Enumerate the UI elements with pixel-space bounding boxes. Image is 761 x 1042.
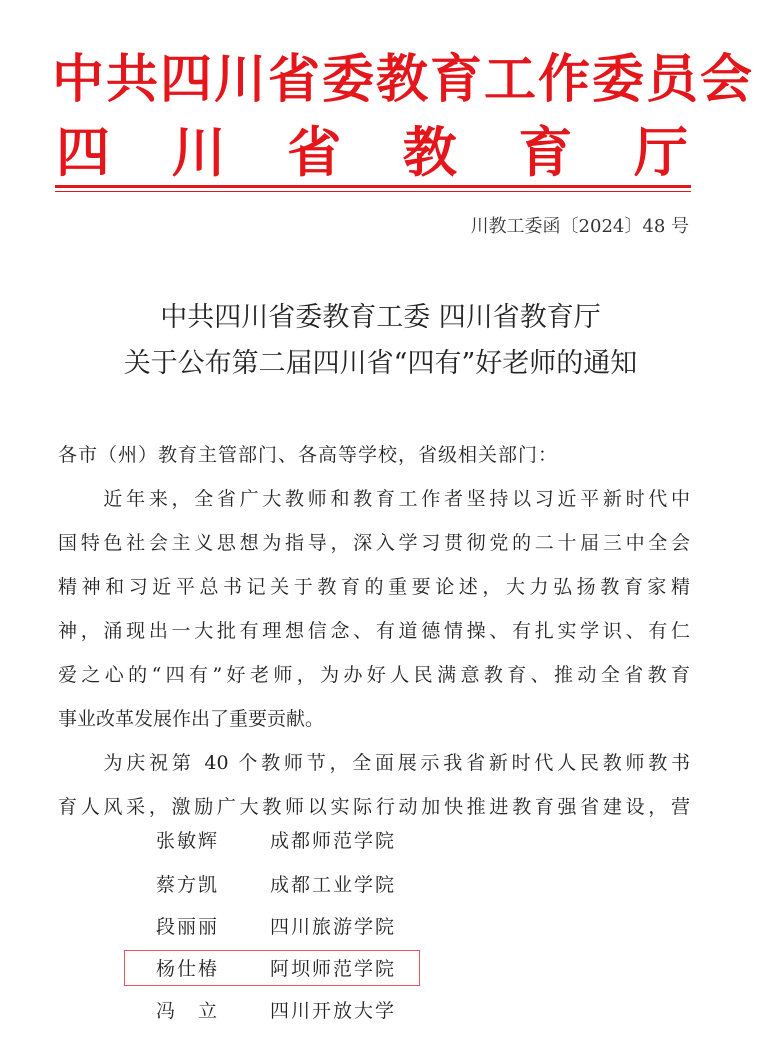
document-title-line1: 中共四川省委教育工委 四川省教育厅 bbox=[160, 302, 601, 333]
header-char: 育 bbox=[518, 121, 573, 184]
awardee-school: 成都师范学院 bbox=[270, 830, 397, 852]
awardee-name: 冯 立 bbox=[156, 1000, 220, 1022]
awardee-name: 张敏辉 bbox=[156, 830, 220, 852]
header-char: 省 bbox=[287, 121, 342, 184]
awardee-name: 蔡方凯 bbox=[156, 874, 220, 896]
paragraph-line: 国特色社会主义思想为指导，深入学习贯彻党的二十届三中全会 bbox=[58, 532, 690, 554]
document-title-line2: 关于公布第二届四川省“四有”好老师的通知 bbox=[123, 348, 638, 379]
highlight-box bbox=[124, 950, 420, 986]
document-number: 川教工委函〔2024〕48 号 bbox=[470, 216, 689, 237]
awardee-school: 阿坝师范学院 bbox=[270, 958, 397, 980]
awardee-name: 杨仕椿 bbox=[156, 958, 220, 980]
header-issuer-line1: 中共四川省委教育工作委员会 bbox=[52, 50, 755, 110]
paragraph-line: 事业改革发展作出了重要贡献。 bbox=[58, 708, 325, 730]
paragraph-line: 神，涌现出一大批有理想信念、有道德情操、有扎实学识、有仁 bbox=[58, 620, 690, 642]
header-divider bbox=[55, 185, 691, 188]
header-divider-thin bbox=[55, 191, 691, 192]
awardee-school: 四川旅游学院 bbox=[270, 916, 397, 938]
header-issuer-line2 bbox=[56, 122, 688, 184]
header-char: 教 bbox=[402, 121, 457, 184]
awardee-school: 四川开放大学 bbox=[270, 1000, 397, 1022]
awardee-school: 成都工业学院 bbox=[270, 874, 397, 896]
paragraph-line: 爱之心的“四有”好老师，为办好人民满意教育、推动全省教育 bbox=[58, 664, 690, 686]
paragraph-line: 精神和习近平总书记关于教育的重要论述，大力弘扬教育家精 bbox=[58, 576, 690, 598]
paragraph-line: 近年来，全省广大教师和教育工作者坚持以习近平新时代中 bbox=[58, 488, 690, 510]
paragraph-line: 育人风采，激励广大教师以实际行动加快推进教育强省建设，营 bbox=[58, 796, 690, 818]
awardee-name: 段丽丽 bbox=[156, 916, 220, 938]
paragraph-line: 为庆祝第 40 个教师节，全面展示我省新时代人民教师教书 bbox=[58, 752, 690, 774]
header-char: 四 bbox=[56, 121, 110, 184]
salutation: 各市（州）教育主管部门、各高等学校，省级相关部门： bbox=[58, 444, 559, 466]
header-char: 川 bbox=[171, 121, 226, 184]
header-char: 厅 bbox=[633, 121, 688, 184]
